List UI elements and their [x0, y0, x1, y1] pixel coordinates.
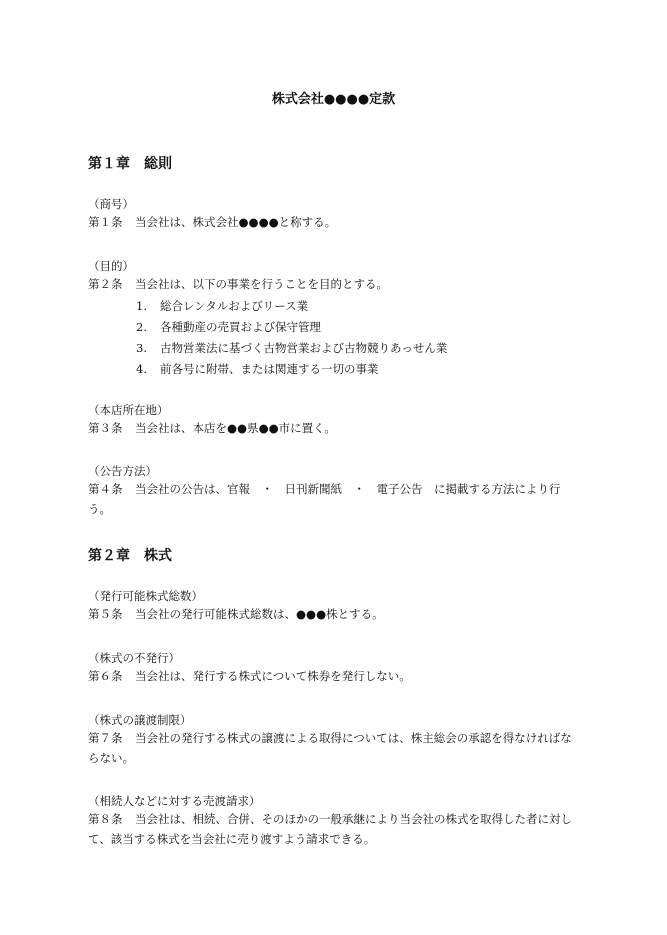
chapter-1-heading — [88, 153, 172, 173]
article-number: 第７条 — [88, 731, 123, 745]
chapter-label: 第２章 — [88, 548, 130, 564]
article-number: 第３条 — [88, 421, 123, 435]
chapter-name: 株式 — [144, 548, 172, 564]
article-8 — [88, 809, 580, 849]
article-2-heading: （目的） — [88, 259, 134, 273]
article-7 — [88, 728, 580, 768]
article-6-heading: （株式の不発行） — [88, 651, 180, 665]
article-text: 当会社は、相続、合併、そのほかの一般承継により当会社の株式を取得した者に対して、該当する株式を当会社に売り渡すよう請求できる。 — [88, 812, 572, 846]
list-item: 3. 古物営業法に基づく古物営業および古物競りあっせん業 — [136, 341, 448, 355]
article-text: 当会社は、株式会社●●●●と称する。 — [135, 215, 337, 229]
article-number: 第５条 — [88, 607, 123, 621]
article-text: 当会社の発行可能株式総数は、●●●株とする。 — [135, 607, 384, 621]
article-3-heading: （本店所在地） — [88, 403, 169, 417]
article-6 — [88, 666, 580, 686]
article-1 — [88, 212, 580, 232]
article-text: 当会社の発行する株式の譲渡による取得については、株主総会の承認を得なければならない。 — [88, 731, 572, 765]
article-text: 当会社の公告は、官報 ・ 日刊新聞紙 ・ 電子公告 に掲載する方法により行う。 — [88, 482, 561, 516]
article-1-heading: （商号） — [88, 197, 134, 211]
article-text: 当会社は、以下の事業を行うことを目的とする。 — [135, 277, 388, 291]
article-number: 第１条 — [88, 215, 123, 229]
article-8-heading: （相続人などに対する売渡請求） — [88, 794, 261, 808]
article-2 — [88, 274, 580, 294]
article-text: 当会社は、本店を●●県●●市に置く。 — [135, 421, 336, 435]
article-4 — [88, 479, 580, 519]
chapter-2-heading — [88, 545, 172, 565]
article-number: 第８条 — [88, 812, 123, 826]
document-title: 株式会社●●●●定款 — [271, 92, 396, 107]
article-text: 当会社は、発行する株式について株券を発行しない。 — [135, 669, 411, 683]
article-4-heading: （公告方法） — [88, 464, 157, 478]
list-item: 4. 前各号に附帯、または関連する一切の事業 — [136, 362, 379, 376]
article-5-heading: （発行可能株式総数） — [88, 589, 203, 603]
chapter-name: 総則 — [144, 156, 172, 172]
article-number: 第２条 — [88, 277, 123, 291]
article-5 — [88, 604, 580, 624]
article-number: 第６条 — [88, 669, 123, 683]
article-3 — [88, 418, 580, 438]
article-7-heading: （株式の譲渡制限） — [88, 713, 192, 727]
list-item: 1. 総合レンタルおよびリース業 — [136, 299, 309, 313]
list-item: 2. 各種動産の売買および保守管理 — [136, 320, 321, 334]
article-number: 第４条 — [88, 482, 123, 496]
chapter-label: 第１章 — [88, 156, 130, 172]
